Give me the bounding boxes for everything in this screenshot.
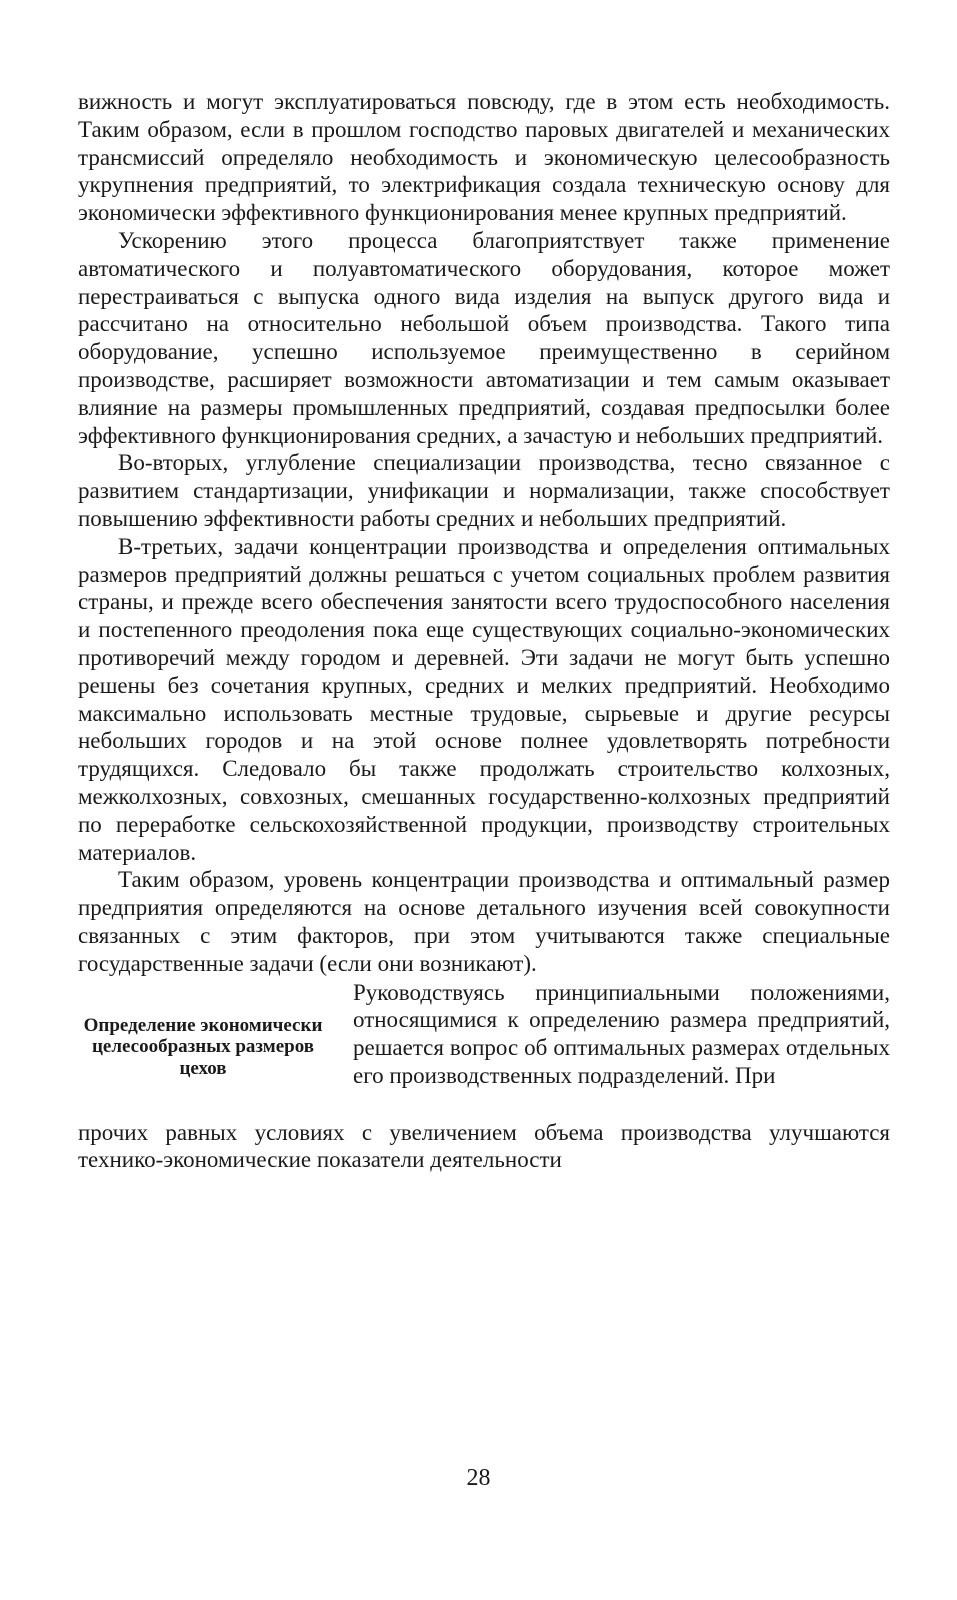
paragraph-2: Ускорению этого процесса благоприятствует также применение автоматического и полуавтоматического оборудования, которое может перестраиваться с выпуска одного вида изделия на выпуск другого вида и рассчитано на относительно небольшой объем производства. Такого типа оборудование, успешно используемое преимущественно в серийном производстве, расширяет возможности автоматизации и тем самым оказывает влияние на размеры промышленных предприятий, создавая предпосылки более эффективного функционирования средних, а зачастую и небольших предприятий. bbox=[78, 227, 890, 448]
paragraph-4: В-третьих, задачи концентрации производства и определения оптимальных размеров предприятий должны решаться с учетом социальных проблем развития страны, и прежде всего обеспечения занятости всего трудоспособного населения и постепенного преодоления пока еще существующих социально-экономических противоречий между городом и деревней. Эти задачи не могут быть успешно решены без сочетания крупных, средних и мелких предприятий. Необходимо максимально использовать местные трудовые, сырьевые и другие ресурсы небольших городов и на этой основе полнее удовлетворять потребности трудящихся. Следовало бы также продолжать строительство колхозных, межколхозных, совхозных, смешанных государственно-колхозных предприятий по переработке сельскохозяйственной продукции, производству строительных материалов. bbox=[78, 533, 890, 865]
section-side-heading: Определение экономически целесообразных размеров цехов bbox=[83, 1014, 323, 1079]
section-intro-text: Руководствуясь принципиальными положениями, относящимися к определению размера предприятий, решается вопрос об оптимальных размерах отдельных его производственных подразделений. При bbox=[353, 979, 890, 1088]
page-number: 28 bbox=[466, 1465, 491, 1491]
paragraph-1: вижность и могут эксплуатироваться повсюду, где в этом есть необходимость. Таким образом, если в прошлом господство паровых двигателей и механических трансмиссий определяло необходимость и экономическую целесообразность укрупнения предприятий, то электрификация создала техническую основу для экономически эффективного функционирования менее крупных предприятий. bbox=[78, 89, 890, 226]
closing-paragraph: прочих равных условиях с увеличением объема производства улучшаются технико-экономические показатели деятельности bbox=[78, 1119, 890, 1173]
section-block bbox=[78, 979, 890, 1119]
page-body bbox=[78, 88, 890, 1174]
paragraph-5: Таким образом, уровень концентрации производства и оптимальный размер предприятия определяются на основе детального изучения всей совокупности связанных с этим факторов, при этом учитываются также специальные государственные задачи (если они возникают). bbox=[78, 867, 890, 976]
paragraph-3: Во-вторых, углубление специализации производства, тесно связанное с развитием стандартизации, унификации и нормализации, также способствует повышению эффективности работы средних и небольших предприятий. bbox=[78, 450, 890, 531]
